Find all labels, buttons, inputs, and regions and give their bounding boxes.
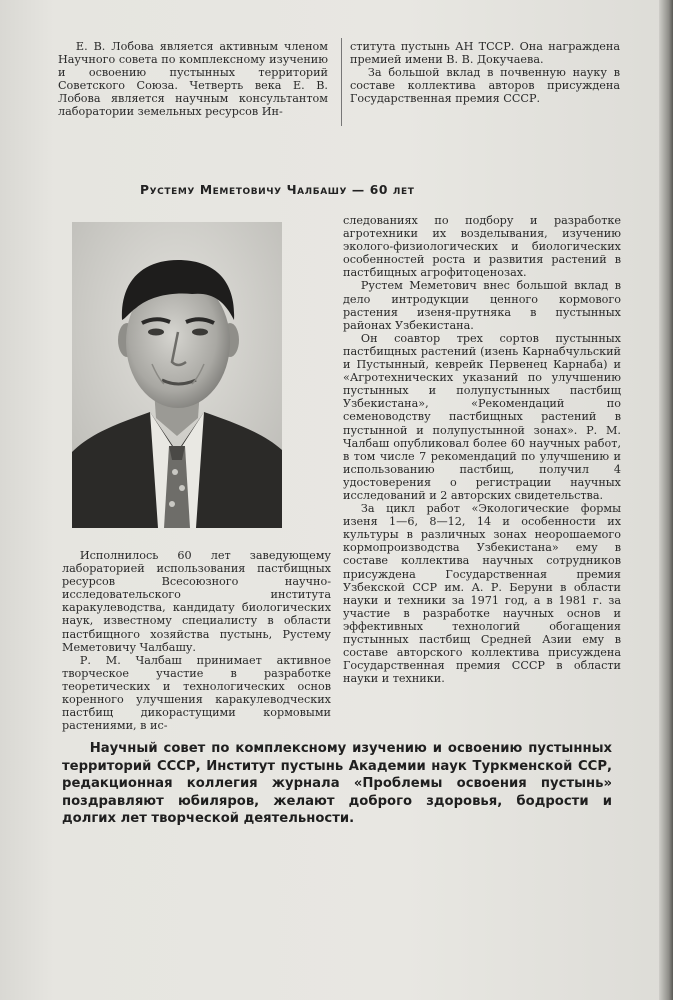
book-spine-edge — [659, 0, 673, 1000]
top-right-paragraph — [350, 40, 620, 105]
top-right-text-2: За большой вклад в почвенную науку в составе коллектива авторов присуждена Государственная премия СССР. — [350, 66, 620, 106]
right-column — [343, 214, 621, 685]
right-col-paragraph-1: следованиях по подбору и разработке агротехники их возделывания, изучению эколого-физиологических и биологических особенностей роста и развития растений в пастбищных агрофитоценозах. — [343, 214, 621, 280]
top-left-paragraph — [58, 40, 328, 119]
top-right-text-1: ститута пустынь АН ТССР. Она награждена премией имени В. В. Докучаева. — [350, 40, 620, 67]
top-left-text: Е. В. Лобова является активным членом Научного совета по комплексному изучению и освоению пустынных территорий Советского Союза. Четверть века Е. В. Лобова является научным консультантом лаборатории земельных ресурсов Ин- — [58, 40, 328, 119]
portrait-illustration — [72, 222, 282, 528]
left-column — [62, 549, 331, 732]
left-col-paragraph-1: Исполнилось 60 лет заведующему лабораторией использования пастбищных ресурсов Всесоюзного научно-исследовательского института каракулеводства, кандидату биологических наук, известному специалисту в области пастбищного хозяйства пустынь, Рустему Меметовичу Чалбашу. — [62, 549, 331, 654]
closing-congratulation: Научный совет по комплексному изучению и освоению пустынных территорий СССР, Институт пустынь Академии наук Туркменской ССР, редакционная коллегия журнала «Проблемы освоения пустынь» поздравляют юбиляров, желают доброго здоровья, бодрости и долгих лет творческой деятельности. — [62, 741, 612, 827]
portrait-photo — [72, 222, 282, 528]
column-divider — [341, 38, 342, 126]
right-col-paragraph-3: Он соавтор трех сортов пустынных пастбищных растений (изень Карнабчульский и Пустынный, кеврейк Первенец Карнаба) и «Агротехнических указаний по улучшению пустынных и полупустынных пастбищ Узбекистана», «Рекомендаций по семеноводству пастбищных растений в пустынной и полупустынной зонах». Р. М. Чалбаш опубликовал более 60 научных работ, в том числе 7 рекомендаций по улучшению и использованию пастбищ, получил 4 удостоверения о регистрации научных исследований и 2 авторских свидетельства. — [343, 331, 621, 502]
right-col-paragraph-2: Рустем Меметович внес большой вклад в дело интродукции ценного кормового растения изеня-прутняка в пустынных районах Узбекистана. — [343, 279, 621, 332]
article-heading: Рустему Меметовичу Чалбашу — 60 лет — [140, 183, 415, 197]
right-col-paragraph-4: За цикл работ «Экологические формы изеня 1—6, 8—12, 14 и особенности их культуры в различных зонах неорошаемого кормопроизводства Узбекистана» ему в составе коллектива научных сотрудников присуждена Государственная премия Узбекской ССР им. А. Р. Беруни в области науки и техники за 1971 год, а в 1981 г. за участие в разработке научных основ и эффективных технологий обогащения пустынных пастбищ Средней Азии ему в составе авторского коллектива присуждена Государственная премия СССР в области науки и техники. — [343, 502, 621, 686]
left-col-paragraph-2: Р. М. Чалбаш принимает активное творческое участие в разработке теоретических и технологических основ коренного улучшения каракулеводческих пастбищ дикорастущими кормовыми растениями, в ис- — [62, 653, 331, 733]
